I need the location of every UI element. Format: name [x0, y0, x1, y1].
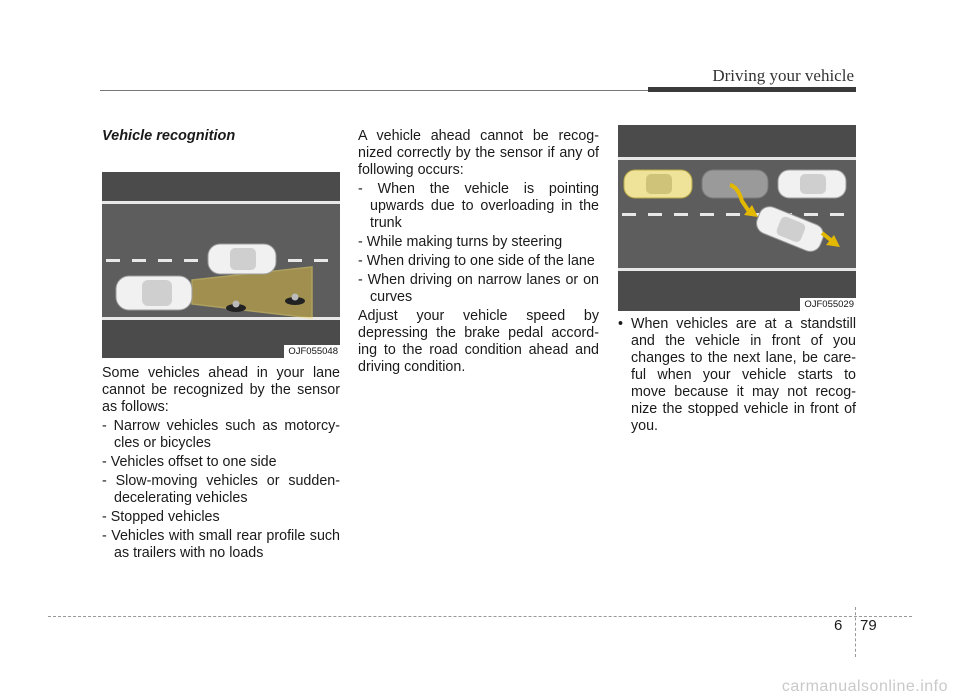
list-item: - Vehicles with small rear profile such as trailers with no loads: [102, 528, 340, 561]
list-item: - While making turns by steering: [358, 234, 563, 250]
figure-code: OJF055029: [800, 298, 856, 311]
vehicle-recognition-figure: [102, 172, 340, 358]
figure-code: OJF055048: [284, 345, 340, 358]
list-item: - Vehicles offset to one side: [102, 454, 277, 470]
section-title: Vehicle recognition: [102, 128, 236, 144]
right-bullet: • When vehicles are at a standstill and the vehicle in front of you changes to the next lane, be care-ful when your vehicle starts to move because it may not recog-nize the stopped vehicle in front of you.: [618, 316, 856, 434]
left-intro: Some vehicles ahead in your lane cannot be recognized by the sensor as follows:: [102, 365, 340, 415]
middle-intro: A vehicle ahead cannot be recog-nized correctly by the sensor if any of following occurs:: [358, 128, 599, 178]
list-item: - When the vehicle is pointing upwards due to overloading in the trunk: [358, 181, 599, 231]
middle-list: [358, 181, 599, 306]
list-item: - Slow-moving vehicles or sudden-decelerating vehicles: [102, 473, 340, 506]
left-list: [102, 418, 340, 562]
middle-advice: Adjust your vehicle speed by depressing the brake pedal accord-ing to the road condition ahead and driving condition.: [358, 308, 599, 375]
header-bar: [648, 87, 856, 92]
chapter-number: 6: [834, 617, 843, 634]
footer-divider: [855, 607, 856, 657]
header-title: Driving your vehicle: [712, 66, 854, 85]
list-item: - Stopped vehicles: [102, 509, 220, 525]
footer-line: [48, 616, 912, 617]
page-number: 79: [860, 617, 877, 634]
left-column: [102, 128, 340, 564]
list-item: - When driving to one side of the lane: [358, 253, 595, 269]
header-rule: [100, 90, 648, 91]
watermark: carmanualsonline.info: [781, 678, 948, 695]
list-item: - Narrow vehicles such as motorcy-cles or bicycles: [102, 418, 340, 451]
middle-column: [358, 128, 599, 376]
standstill-figure: [618, 125, 856, 311]
list-item: - When driving on narrow lanes or on curves: [358, 272, 599, 305]
right-column: [618, 316, 856, 435]
